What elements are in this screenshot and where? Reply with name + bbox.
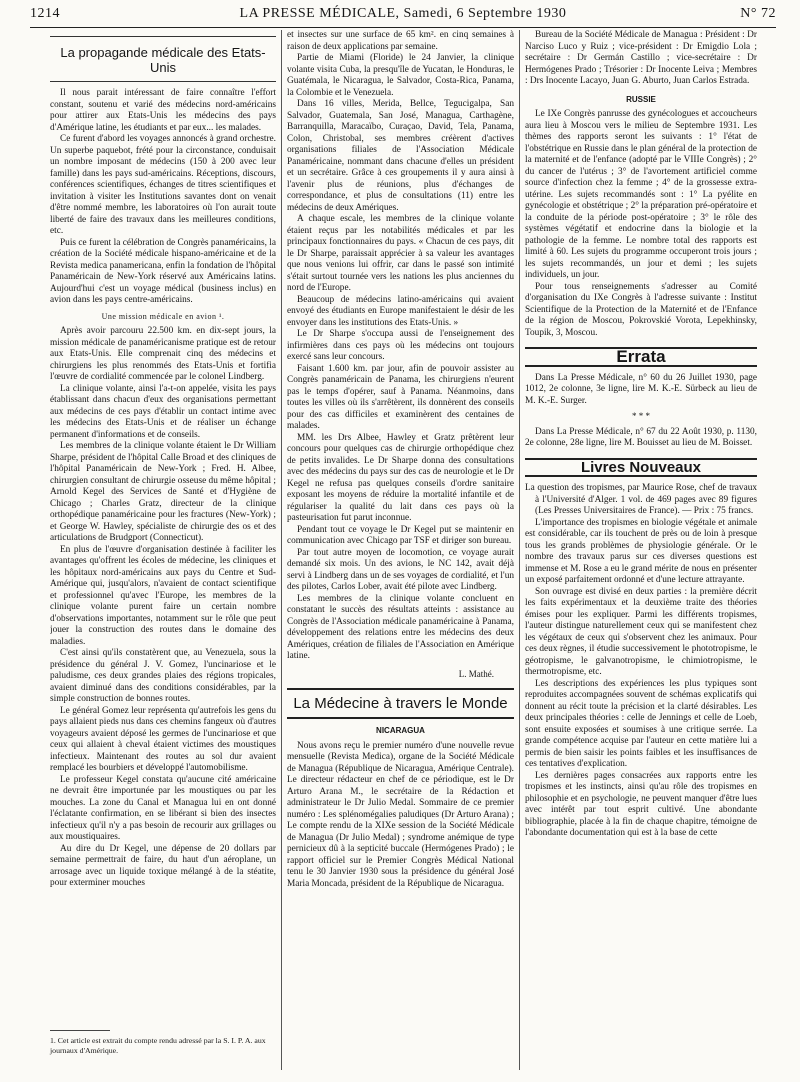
column-1 [50, 30, 276, 1078]
paragraph: Les membres de la clinique volante concluent en constatant le succès des résultats atteints : assistance au Congrès de l'Association médicale panaméricaine à Panama, développement des relations entre les médecins des deux Amériques, création de filiales de l'Association en Amérique latine. [287, 593, 514, 661]
paragraph: Par tout autre moyen de locomotion, ce voyage aurait demandé six mois. Un des avions, le NC 142, avait déjà servi à Lindberg dans un de ses voyages de cordialité, et l'un des pilotes, Carlos Lober, avait été pilote avec Lindberg. [287, 547, 514, 592]
column-divider [281, 30, 282, 1070]
paragraph: Faisant 1.600 km. par jour, afin de pouvoir assister au Congrès panaméricain de Panama, les chirurgiens n'eurent pas le temps d'opérer, sauf à Panama. Néanmoins, dans toutes les villes où ils s'arrêtèrent, ils donnèrent des conseils pour des cas difficiles et examinèrent des centaines de malades. [287, 363, 514, 431]
issue-number: N° 72 [740, 6, 776, 21]
errata-header-box [525, 347, 757, 367]
column-2 [287, 30, 514, 1078]
paragraph: Dans La Presse Médicale, n° 67 du 22 Août 1930, p. 1130, 2e colonne, 28e ligne, lire M. Bouisset au lieu de M. Boisset. [525, 426, 757, 448]
section-rule [50, 36, 276, 37]
section-title: La Médecine à travers le Monde [293, 695, 508, 712]
paragraph: Le professeur Kegel constata qu'aucune cité américaine ne devrait être importunée par les moustiques ou par les mouches. La zone du Canal et Managua lui en ont donné l'éclatante confirmation, en se libérant si bien des insectes infectieux qu'il n'y a pas besoin de recourir aux grillages ou aux moustiquaires. [50, 774, 276, 842]
paragraph: Puis ce furent la célébration de Congrès panaméricains, la création de la Société médicale hispano-américaine et de la Revista medica panamericana, enfin la fondation de l'hôpital Panaméricain de New-York réservé aux Américains latins. Aujourd'hui c'est un voyage médical (business inclus) en avion dans les pays centre-américains. [50, 237, 276, 305]
article-title: La propagande médicale des Etats-Unis [60, 45, 266, 75]
paragraph: Le général Gomez leur représenta qu'autrefois les gens du pays allaient pieds nus dans ces chemins fangeux où d'autres voyageurs avaient déposé les germes de l'uncinariose et que ceux qui allaient à cheval étaient victimes des moustiques infectieux. Maintenant des routes au sol dur avaient remplacé les bourbiers et développé l'automobilisme. [50, 705, 276, 773]
header-divider [30, 27, 776, 28]
book-reference: La question des tropismes, par Maurice Rose, chef de travaux à l'Université d'Alger. 1 vol. de 469 pages avec 89 figures (Les Presses Universitaires de France). — Prix : 75 francs. [525, 483, 757, 516]
country-heading: RUSSIE [626, 94, 656, 104]
paragraph: L'importance des tropismes en biologie végétale et animale est considérable, car ils touchent de près ou de loin à presque tous les grands problèmes de physiologie générale. Or le nombre des travaux parus sur ces diverses questions est immense et M. Rose a eu le grand mérite de nous en présenter un exposé parfaitement ordonné et d'une lecture attrayante. [525, 517, 757, 585]
paragraph: Nous avons reçu le premier numéro d'une nouvelle revue mensuelle (Revista Medica), organe de la Société Médicale de Managua (République de Nicaragua, Amérique Centrale). Le directeur rédacteur en chef de ce périodique, est le Dr Arturo Arana M., le secrétaire de la Rédaction et administrateur le Dr Julio Medal. Sommaire de ce premier numéro : Les splénomégalies paludiques (Dr Arturo Arana) ; Le compte rendu de la XIXe session de la Société Médicale de Managua (Dr Julio Medal) ; syndrome anémique de type pernicieux dû à la septicité buccale (Hermógenes Prado) ; le rapport officiel sur le Premier Congrès Médical National tenu le 30 Janvier 1930 sous la présidence du général José Maria Moncada, président de la République de Nicaragua. [287, 740, 514, 889]
paragraph: Son ouvrage est divisé en deux parties : la première décrit les faits expérimentaux et la deuxième traite des théories émises pour les expliquer. Parmi les différents tropismes, l'auteur distingue naturellement ceux qui se manifestent chez les végétaux de ceux qui s'observent chez les animaux. Pour ces deux règnes, il étudie successivement le phototropisme, le géotropisme, le galvanotropisme, le chimiotropisme, le thermotropisme, etc. [525, 586, 757, 677]
paragraph: Partie de Miami (Floride) le 24 Janvier, la clinique volante visita Cuba, la presqu'île de Yucatan, le Honduras, le Guatémala, le Nicaragua, le Salvador, Costa-Rica, Panama, la Colombie et le Venezuela. [287, 53, 514, 98]
separator-stars: * * * [632, 411, 650, 421]
paragraph: Les membres de la clinique volante étaient le Dr William Sharpe, président de l'hôpital Calle Broad et des cliniques de l'hôpital Panaméricain de New-York ; Fred. H. Albee, chirurgien consultant de chirurgie osseuse du même hôpital ; Arnold Kegel des Services de Santé et d'Hygiène de Chicago ; Charles Gratz, directeur de la clinique orthopédique panaméricaine pour les fractures (New-York) ; et George W. Hawley, spécialiste de chirurgie des os et des articulations de Brudgport (Connecticut). [50, 441, 276, 543]
paragraph: MM. les Drs Albee, Hawley et Gratz prêtèrent leur concours pour quelques cas de chirurgie orthopédique chez de petits invalides. Le Dr Sharpe donna des consultations avec des médecins du pays sur des cas de neurologie et le Dr Kegel ne refusa pas quelques conseils d'ordre sanitaire exposant les moyens de réduire la mortalité infantile et de régulariser la qualité du lait dans ces pays où la pasteurisation fut parut inconnue. [287, 432, 514, 523]
paragraph: Au dire du Dr Kegel, une dépense de 20 dollars par semaine permettrait de faire, du haut d'un aéroplane, un arrosage avec un liquide toxique mélangé à de la stéatite, pour exterminer mouches [50, 843, 276, 888]
paragraph: La clinique volante, ainsi l'a-t-on appelée, visita les pays établissant dans chacun d'eux des organisations permettant aux médecins de ces pays d'établir un contact intime avec les médecins des Etats-Unis et de réaliser un échange permanent d'informations et de conseils. [50, 383, 276, 440]
paragraph: Après avoir parcouru 22.500 km. en dix-sept jours, la mission médicale de panaméricanisme pratique est de retour aux Etats-Unis. Elle comprenait cinq des médecins et chirurgiens les plus renommés des Etats-Unis et fortifia l'œuvre de cordialité commencée par le colonel Lindberg. [50, 326, 276, 382]
country-heading: NICARAGUA [376, 726, 425, 735]
paragraph: et insectes sur une surface de 65 km². en cinq semaines à raison de deux applications par semaine. [287, 30, 514, 52]
section-header-box [287, 688, 514, 719]
paragraph: Les dernières pages consacrées aux rapports entre les tropismes et les instincts, ainsi qu'au rôle des tropismes en philosophie et en psychologie, ne peuvent manquer d'être lues avec intérêt par tout esprit cultivé. Une abondante bibliographie, placée à la fin de chaque chapitre, témoigne de l'abondante documentation qui est à la base de cette [525, 770, 757, 838]
journal-title: LA PRESSE MÉDICALE, Samedi, 6 Septembre 1930 [239, 6, 567, 21]
paragraph: Pendant tout ce voyage le Dr Kegel put se maintenir en communication avec Chicago par TSF et diriger son bureau. [287, 524, 514, 546]
paragraph: Dans 16 villes, Merida, Bellce, Tegucigalpa, San Salvador, Guatemala, San José, Managua, Carthagène, Barranquilla, Maracaïbo, Curaçao, David, Tela, Panama, Colon, Christobal, ses membres créèrent d'actives organisations filiales de l'Association Médicale Panaméricaine, nommant dans chacune d'elles un président et un secrétaire. Grâce à ces groupements il y aura ainsi à l'avenir plus de réunions, plus d'échanges de correspondance, et plus de consultations (11) entre les médecins de deux Amériques. [287, 99, 514, 213]
paragraph: Le IXe Congrès panrusse des gynécologues et accoucheurs aura lieu à Moscou vers le milieu de Septembre 1931. Les thèmes des rapports seront les suivants : 1° l'état de l'obstétrique en Russie dans le plan général de la protection de la maternité et de l'enfance (adopté par le VIIIe Congrès) ; 2° du cancer de l'utérus ; 3° de l'avortement artificiel comme source d'infection chez la femme ; 4° de la grossesse extra-utérine. Les sujets recommandés sont : 1° La pyélite en gynécologie et obstétrique ; 2° la préparation pré-opératoire et la conduite de la période post-opératoire ; 3° le rôle des systèmes végétatif et endocrine dans la biologie et la pathologie de la femme. Le nombre total des rapports est limité à 60. Les sujets du programme occuperont trois jours ; les sujets recommandés, un jour et demi ; les sujets individuels, un jour. [525, 109, 757, 280]
paragraph: Le Dr Sharpe s'occupa aussi de l'enseignement des infirmières dans ces pays où les médecins ont toujours exercé sans leur concours. [287, 329, 514, 362]
paragraph: Dans La Presse Médicale, n° 60 du 26 Juillet 1930, page 1012, 2e colonne, 3e ligne, lire M. K.-E. Sürbeck au lieu de M. K.-E. Surger. [525, 372, 757, 406]
footnote-rule [50, 1030, 110, 1031]
books-title: Livres Nouveaux [580, 458, 702, 476]
page-number: 1214 [30, 6, 60, 21]
column-3 [525, 30, 757, 1078]
section-rule [50, 81, 276, 82]
author-signature: L. Mathé. [458, 668, 494, 679]
footnote: 1. Cet article est extrait du compte rendu adressé par la S. I. P. A. aux journaux d'Amérique. [50, 1036, 266, 1055]
paragraph: Les descriptions des expériences les plus typiques sont reproduites accompagnées souvent de schémas explicatifs qui donnent au récit toute la précision et la clarté désirables. Les deux principales théories : celle de Jennings et celle de Loeb, sont ensuite exposées et soumises à une critique serrée. La grande compétence acquise par l'auteur en cette matière lui a permis de bien saisir les points faibles et les insuffisances de ces tentatives d'explication. [525, 678, 757, 769]
paragraph: Pour tous renseignements s'adresser au Comité d'organisation du IXe Congrès à l'adresse suivante : Institut Scientifique de la Protection de la Maternité et de l'Enfance de la région de Moscou, Pokrovskié Vorota, Lepekhinsky, Toupik, 3, Moscou. [525, 281, 757, 338]
paragraph: Beaucoup de médecins latino-américains qui avaient envoyé des étudiants en Europe manifestaient le désir de les envoyer dans les institutions des Etats-Unis. » [287, 294, 514, 328]
books-header-box [525, 458, 757, 478]
running-head [30, 6, 776, 26]
errata-title: Errata [616, 347, 666, 366]
subheading: Une mission médicale en avion ¹. [101, 311, 225, 321]
paragraph: Ce furent d'abord les voyages annoncés à grand orchestre. Un superbe paquebot, frété pour la circonstance, conduisait un nombre imposant de médecins (150 à 200 avec leur famille) dans les pays sud-américains. Réceptions, discours, conférences scientifiques, échanges de titres scientifiques et invitation à visiter les Institutions savantes dont on venait d'être nommé membre, les laboratoires où l'on aurait toute liberté de faire des travaux dans les meilleures conditions, etc. [50, 134, 276, 236]
column-divider [519, 30, 520, 1070]
paragraph: En plus de l'œuvre d'organisation destinée à faciliter les avantages qu'offrent les écoles de médecine, les cliniques et les hôpitaux nord-américains aux pays du Centre et Sud-Amérique qui, jusqu'alors, n'avaient de contact scientifique et professionnel qu'avec l'Europe, les membres de la clinique volante purent faire un certain nombre d'observations importantes, notamment sur le rôle que peut jouer la construction des routes dans le domaine des maladies. [50, 544, 276, 647]
paragraph: Bureau de la Société Médicale de Managua : Président : Dr Narciso Luco y Ruiz ; vice-président : Dr Emigdio Lola ; secrétaire : Dr Germán Castillo ; vice-secrétaire : Dr Hermógenes Prado ; Trésorier : Dr Inocente Leiva ; Membres : Drs Inocente Lacayo, Juan G. Aburto, Juan Carlos Estrada. [525, 30, 757, 86]
paragraph: Il nous parait intéressant de faire connaître l'effort constant, soutenu et varié des médecins nord-américains pour attirer aux Etats-Unis les médecins des pays d'Amérique latine, les étudiants et par eux... les malades. [50, 88, 276, 133]
paragraph: C'est ainsi qu'ils constatèrent que, au Venezuela, sous la présidence du général J. V. Gomez, l'uncinariose et le paludisme, ces deux grandes plaies des régions tropicales, avaient diminué dans des conditions considérables, par la simple construction de bonnes routes. [50, 648, 276, 704]
paragraph: A chaque escale, les membres de la clinique volante étaient reçus par les notabilités médicales et par les principaux fonctionnaires du pays. « Chacun de ces pays, dit le Dr Sharpe, paraissait apprécier à sa valeur les avantages que nous venions lui offrir, car dans le passé son intimité s'était surtout tournée vers les nations les plus anciennes du nord de l'Europe. [287, 214, 514, 293]
